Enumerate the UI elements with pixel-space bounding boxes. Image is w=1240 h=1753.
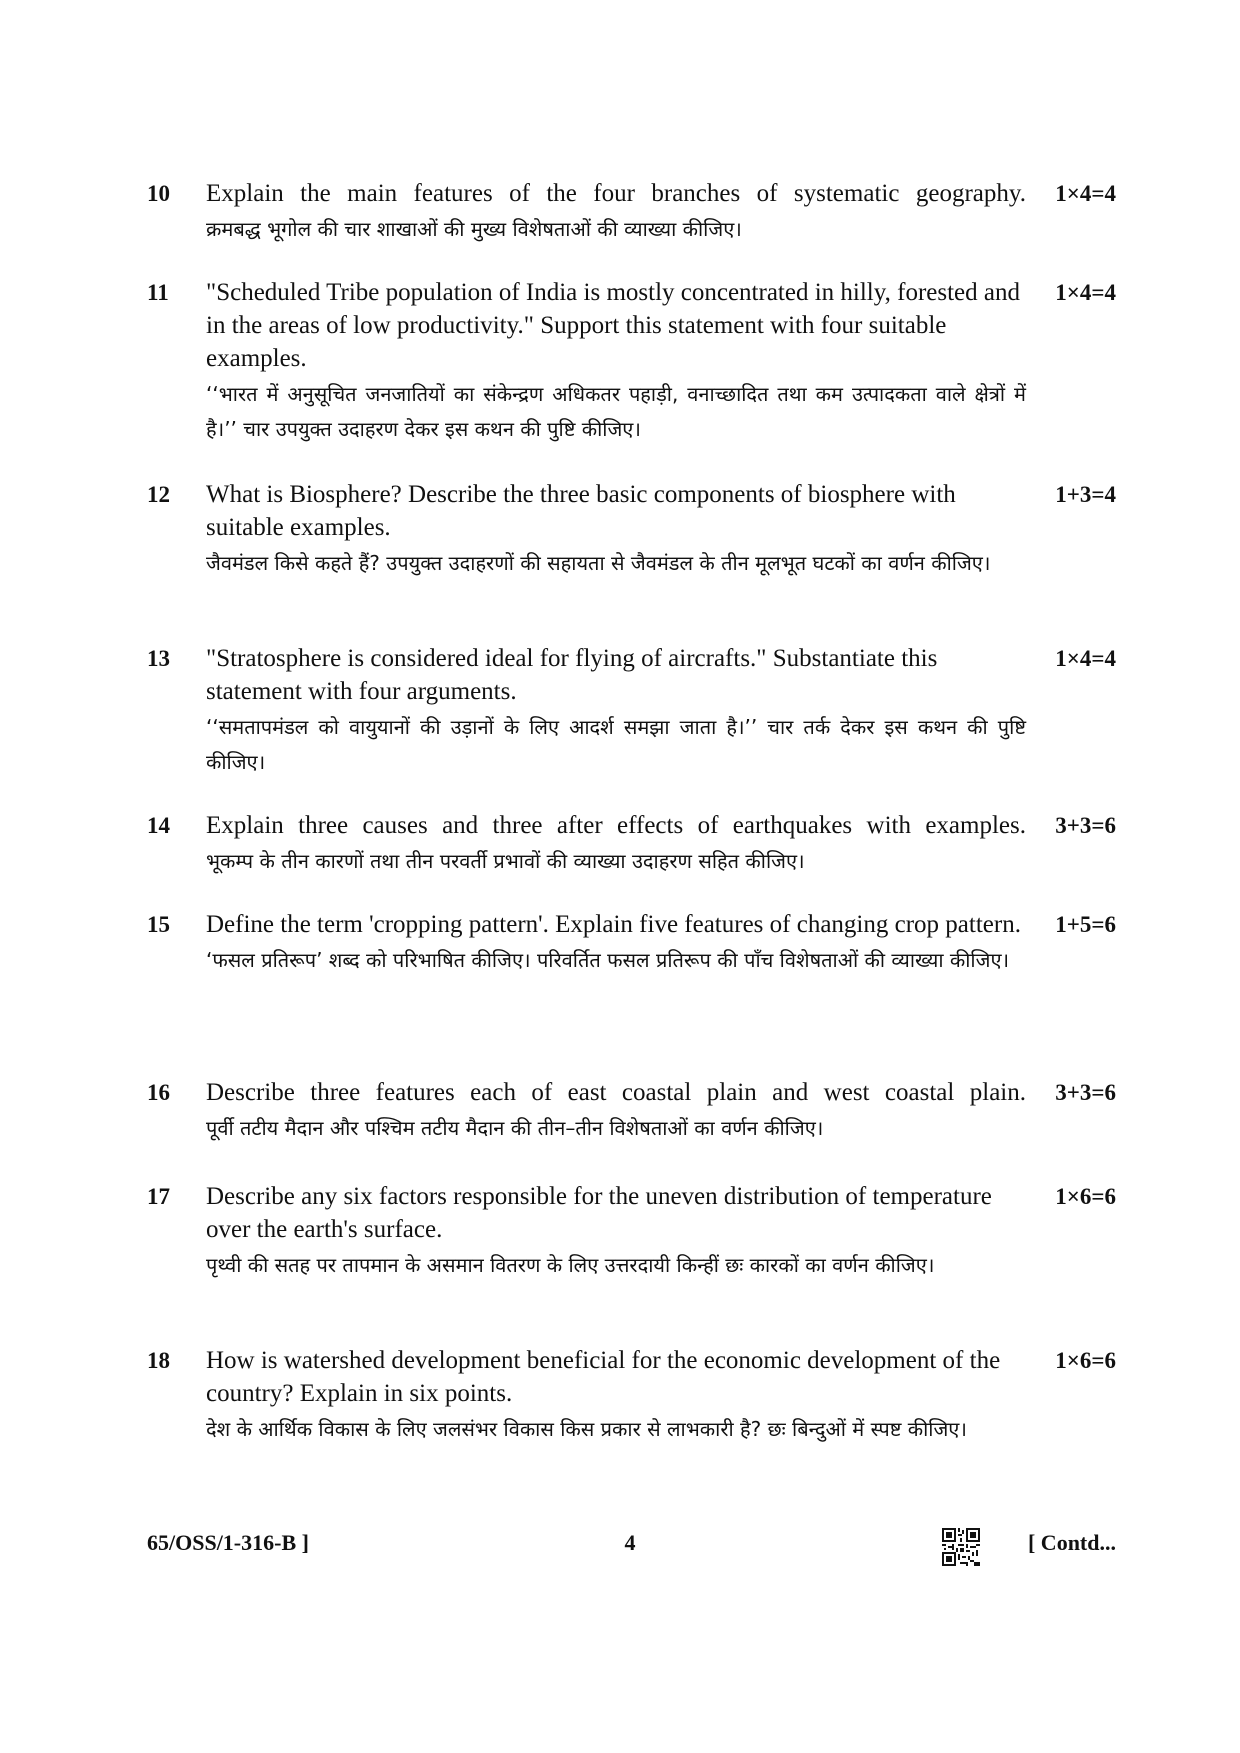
question-text-hindi: ‘‘भारत में अनुसूचित जनजातियों का संकेन्द्रण अधिकतर पहाड़ी, वनाच्छादित तथा कम उत्पादकता वाले क्षेत्रों में है।’’ चार उपयुक्त उदाहरण देकर इस कथन की पुष्टि कीजिए। [206, 382, 1026, 441]
continued-label: [ Contd... [1027, 1530, 1116, 1555]
question-text-hindi: पूर्वी तटीय मैदान और पश्चिम तटीय मैदान की तीन–तीन विशेषताओं का वर्णन कीजिए। [206, 1116, 824, 1140]
question-marks: 1×6=6 [1055, 1184, 1116, 1209]
paper-code: 65/OSS/1-316-B ] [147, 1530, 309, 1555]
question-marks: 3+3=6 [1055, 1080, 1116, 1105]
question-number: 17 [147, 1184, 170, 1209]
question-body [206, 177, 1026, 247]
question-text-english: What is Biosphere? Describe the three basic components of biosphere with suitable examples. [206, 481, 956, 541]
question-number: 18 [147, 1348, 170, 1373]
question-number: 13 [147, 646, 170, 671]
question-text-english: Explain the main features of the four branches of systematic geography. [206, 180, 1026, 207]
question-text-english: "Stratosphere is considered ideal for flying of aircrafts." Substantiate this statement with four arguments. [206, 645, 938, 705]
question-body [206, 1344, 1026, 1447]
question-marks: 1×4=4 [1055, 646, 1116, 671]
question-body [206, 1180, 1026, 1283]
question-marks: 1+3=4 [1055, 482, 1116, 507]
question-marks: 1+5=6 [1055, 912, 1116, 937]
question-body [206, 478, 1026, 581]
question-marks: 3+3=6 [1055, 813, 1116, 838]
question-number: 10 [147, 181, 170, 206]
question-body [206, 642, 1026, 780]
question-text-english: How is watershed development beneficial for the economic development of the country? Explain in six points. [206, 1347, 1001, 1407]
question-body [206, 1076, 1026, 1146]
question-body [206, 276, 1026, 447]
page-footer [0, 1528, 1240, 1568]
question-text-english: "Scheduled Tribe population of India is mostly concentrated in hilly, forested and in the areas of low productivity." Support this statement with four suitable examples. [206, 279, 1020, 372]
question-body [206, 809, 1026, 879]
question-marks: 1×4=4 [1055, 181, 1116, 206]
question-marks: 1×6=6 [1055, 1348, 1116, 1373]
question-marks: 1×4=4 [1055, 280, 1116, 305]
question-text-english: Describe any six factors responsible for the uneven distribution of temperature over the earth's surface. [206, 1183, 992, 1243]
question-text-hindi: देश के आर्थिक विकास के लिए जलसंभर विकास किस प्रकार से लाभकारी है? छः बिन्दुओं में स्पष्ट कीजिए। [206, 1417, 967, 1441]
question-text-hindi: पृथ्वी की सतह पर तापमान के असमान वितरण के लिए उत्तरदायी किन्हीं छः कारकों का वर्णन कीजिए। [206, 1253, 935, 1277]
question-text-english: Explain three causes and three after effects of earthquakes with examples. [206, 812, 1026, 839]
question-text-hindi: जैवमंडल किसे कहते हैं? उपयुक्त उदाहरणों की सहायता से जैवमंडल के तीन मूलभूत घटकों का वर्णन कीजिए। [206, 551, 991, 575]
question-text-english: Define the term 'cropping pattern'. Explain five features of changing crop pattern. [206, 911, 1021, 938]
qr-code-icon [942, 1528, 980, 1566]
question-number: 15 [147, 912, 170, 937]
question-text-hindi: ‘‘समतापमंडल को वायुयानों की उड़ानों के लिए आदर्श समझा जाता है।’’ चार तर्क देकर इस कथन की पुष्टि कीजिए। [206, 715, 1026, 774]
question-text-english: Describe three features each of east coastal plain and west coastal plain. [206, 1079, 1026, 1106]
question-number: 11 [147, 280, 169, 305]
question-number: 16 [147, 1080, 170, 1105]
page-number: 4 [624, 1530, 636, 1555]
question-text-hindi: भूकम्प के तीन कारणों तथा तीन परवर्ती प्रभावों की व्याख्या उदाहरण सहित कीजिए। [206, 849, 805, 873]
question-number: 12 [147, 482, 170, 507]
question-text-hindi: क्रमबद्ध भूगोल की चार शाखाओं की मुख्य विशेषताओं की व्याख्या कीजिए। [206, 217, 742, 241]
question-number: 14 [147, 813, 170, 838]
question-body [206, 908, 1026, 978]
question-text-hindi: ‘फसल प्रतिरूप’ शब्द को परिभाषित कीजिए। परिवर्तित फसल प्रतिरूप की पाँच विशेषताओं की व्याख्या कीजिए। [206, 948, 1010, 972]
